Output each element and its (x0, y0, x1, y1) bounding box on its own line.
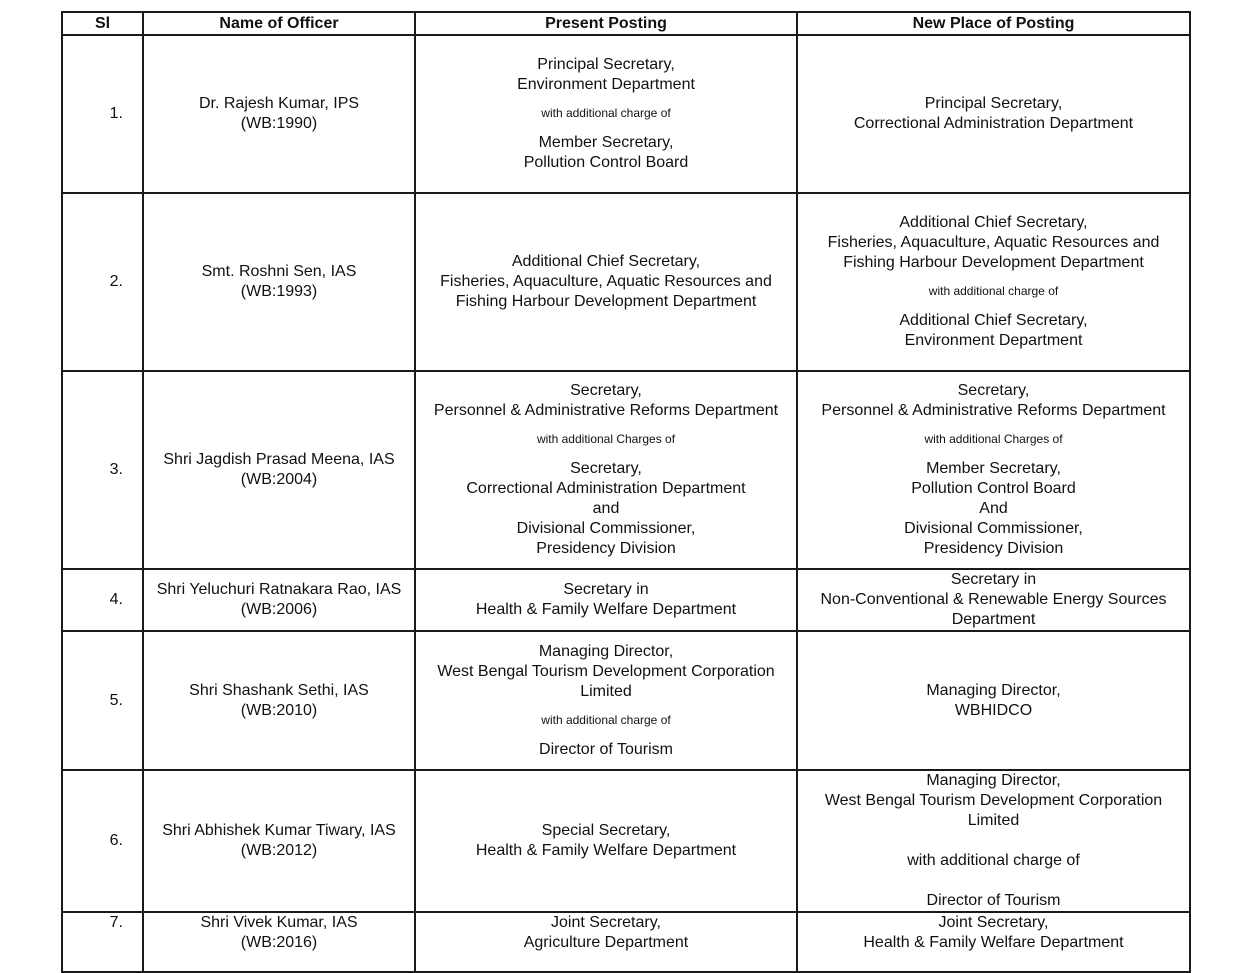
table-row (62, 371, 1190, 569)
posting-line: Special Secretary, (541, 822, 671, 839)
posting-line: Additional Chief Secretary, (511, 253, 701, 270)
officer-cell (143, 371, 415, 569)
posting-line: Health & Family Welfare Department (863, 934, 1124, 951)
spacer (798, 831, 1189, 851)
new-posting-cell (797, 193, 1190, 371)
table-row (62, 912, 1190, 972)
posting-line: Joint Secretary, (938, 914, 1049, 931)
officer-batch: (WB:2016) (240, 934, 318, 951)
posting-table (61, 11, 1191, 973)
posting-line: Presidency Division (536, 540, 676, 557)
posting-line: Pollution Control Board (523, 154, 689, 171)
table-row (62, 193, 1190, 371)
posting-line: Member Secretary, (926, 460, 1061, 477)
officer-name: Shri Yeluchuri Ratnakara Rao, IAS (156, 581, 402, 598)
header-present-posting: Present Posting (415, 12, 797, 35)
officer-name: Shri Shashank Sethi, IAS (189, 681, 369, 699)
posting-line: Non-Conventional & Renewable Energy Sources (820, 591, 1167, 608)
new-posting-cell (797, 770, 1190, 912)
present-posting-cell (415, 35, 797, 193)
officer-cell (143, 35, 415, 193)
header-new-posting: New Place of Posting (797, 12, 1190, 35)
officer-batch: (WB:1993) (240, 283, 318, 300)
posting-line: Department (951, 611, 1036, 628)
posting-line: Agriculture Department (523, 934, 689, 951)
posting-line: Director of Tourism (926, 892, 1061, 909)
officer-cell (143, 569, 415, 631)
new-posting-cell (797, 912, 1190, 972)
additional-charge-note: with additional charge of (541, 106, 671, 120)
posting-line: and (592, 500, 620, 517)
posting-line: Limited (967, 812, 1020, 829)
table-row (62, 631, 1190, 770)
officer-name: Shri Jagdish Prasad Meena, IAS (163, 451, 395, 468)
table-row (62, 770, 1190, 912)
serial-number: 1. (62, 35, 143, 193)
present-posting-cell (415, 193, 797, 371)
serial-number: 4. (62, 569, 143, 631)
posting-line: Secretary, (570, 460, 642, 477)
officer-name: Shri Abhishek Kumar Tiwary, IAS (162, 822, 396, 839)
posting-line: Personnel & Administrative Reforms Department (433, 402, 779, 419)
table-row (62, 35, 1190, 193)
posting-line: Managing Director, (538, 642, 674, 660)
posting-line: Divisional Commissioner, (904, 520, 1083, 537)
posting-line: with additional charge of (907, 852, 1080, 869)
officer-cell (143, 770, 415, 912)
new-posting-cell (797, 569, 1190, 631)
additional-charge-note: with additional Charges of (536, 432, 676, 446)
serial-number: 2. (62, 193, 143, 371)
new-posting-cell (797, 371, 1190, 569)
present-posting-cell (415, 371, 797, 569)
posting-line: Divisional Commissioner, (516, 520, 696, 537)
posting-line: Secretary in (950, 571, 1037, 588)
additional-charge-note: with additional charge of (541, 712, 671, 727)
posting-line: Health & Family Welfare Department (475, 842, 737, 859)
present-posting-cell (415, 631, 797, 770)
officer-name: Shri Vivek Kumar, IAS (200, 914, 358, 931)
officer-batch: (WB:2012) (240, 842, 318, 859)
posting-line: Secretary, (570, 382, 642, 399)
posting-line: Additional Chief Secretary, (899, 312, 1088, 329)
serial-number: 7. (62, 912, 143, 972)
posting-line: West Bengal Tourism Development Corporation (824, 792, 1163, 809)
header-name: Name of Officer (143, 12, 415, 35)
posting-line: Principal Secretary, (537, 56, 675, 73)
posting-line: Fishing Harbour Development Department (455, 293, 757, 310)
posting-line: Fisheries, Aquaculture, Aquatic Resources and (440, 273, 772, 290)
serial-number: 3. (62, 371, 143, 569)
officer-name: Smt. Roshni Sen, IAS (201, 263, 357, 280)
present-posting-cell (415, 770, 797, 912)
posting-line: Presidency Division (923, 540, 1064, 557)
officer-name: Dr. Rajesh Kumar, IPS (198, 95, 360, 112)
posting-line: Health & Family Welfare Department (475, 601, 737, 618)
posting-line: Principal Secretary, (924, 95, 1063, 112)
present-posting-cell (415, 912, 797, 972)
additional-charge-note: with additional charge of (928, 284, 1059, 298)
posting-line: West Bengal Tourism Development Corporation (437, 662, 775, 680)
posting-line: Additional Chief Secretary, (899, 214, 1088, 231)
posting-line: Limited (580, 682, 632, 700)
table-row (62, 569, 1190, 631)
spacer (798, 871, 1189, 891)
new-posting-cell (797, 631, 1190, 770)
officer-batch: (WB:2004) (240, 471, 318, 488)
posting-line: And (979, 500, 1008, 517)
officer-cell (143, 912, 415, 972)
officer-cell (143, 631, 415, 770)
officer-batch: (WB:2006) (240, 601, 318, 618)
posting-line: Correctional Administration Department (853, 115, 1134, 132)
posting-line: Environment Department (517, 76, 695, 93)
header-sl: Sl (62, 12, 143, 35)
officer-batch: (WB:1990) (240, 115, 318, 132)
posting-line: Managing Director, (926, 772, 1061, 789)
posting-line: Correctional Administration Department (466, 480, 746, 497)
serial-number: 6. (62, 770, 143, 912)
posting-line: Member Secretary, (538, 134, 674, 151)
new-posting-cell (797, 35, 1190, 193)
posting-line: Fisheries, Aquaculture, Aquatic Resources and (827, 234, 1160, 251)
posting-line: WBHIDCO (954, 701, 1033, 719)
present-posting-cell (415, 569, 797, 631)
header-row (62, 12, 1190, 35)
posting-line: Personnel & Administrative Reforms Department (821, 402, 1166, 419)
officer-cell (143, 193, 415, 371)
posting-line: Pollution Control Board (911, 480, 1076, 497)
posting-line: Secretary in (563, 581, 649, 598)
posting-line: Environment Department (904, 332, 1083, 349)
posting-line: Fishing Harbour Development Department (843, 254, 1144, 271)
posting-line: Director of Tourism (539, 740, 673, 758)
additional-charge-note: with additional Charges of (924, 432, 1063, 446)
officer-batch: (WB:2010) (240, 701, 318, 719)
posting-line: Secretary, (957, 382, 1030, 399)
posting-line: Managing Director, (926, 681, 1061, 699)
serial-number: 5. (62, 631, 143, 770)
posting-line: Joint Secretary, (551, 914, 661, 931)
